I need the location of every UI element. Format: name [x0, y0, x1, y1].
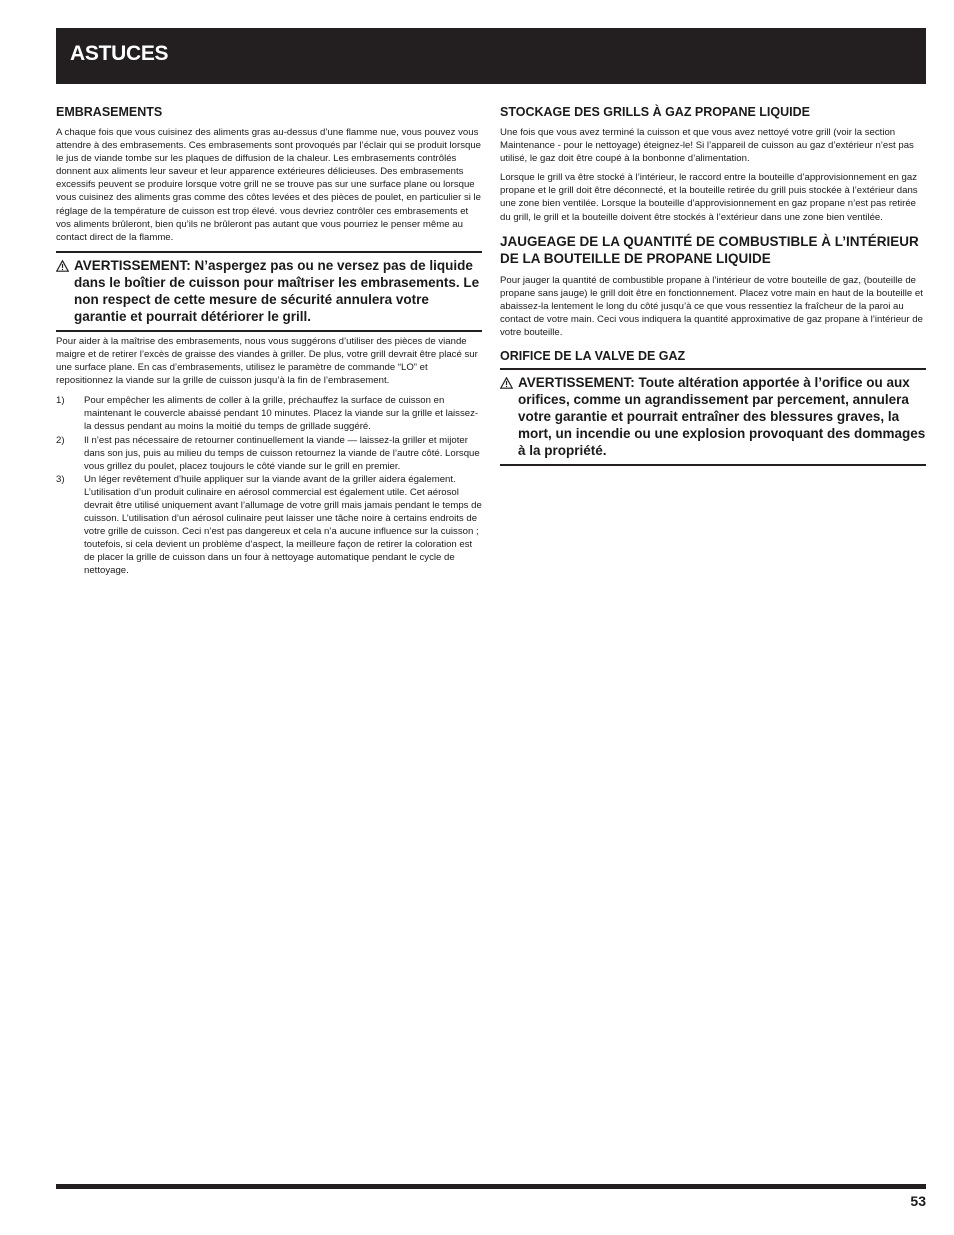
list-item-text: Il n’est pas nécessaire de retourner continuellement la viande — laissez-la griller et mijoter dans son jus, puis au milieu du temps de cuisson retournez la viande de l’autre côté. Lorsque vous grillez du poulet, placez toujours le côté viande sur le grill en premier. [84, 434, 480, 472]
list-item [56, 473, 482, 578]
section-title-embrasements: EMBRASEMENTS [56, 105, 163, 119]
footer-rule [56, 1184, 926, 1189]
section-title-jaugeage: JAUGEAGE DE LA QUANTITÉ DE COMBUSTIBLE À L’INTÉRIEUR DE LA BOUTEILLE DE PROPANE LIQUIDE [500, 233, 919, 266]
warning-box-embrasements [56, 251, 482, 332]
list-item-text: Pour empêcher les aliments de coller à la grille, préchauffez la surface de cuisson en maintenant le couvercle abaissé pendant 10 minutes. Placez la viande sur la grille et laissez-la dessus pendant au moins la moitié du temps de grillade suggéré. [84, 395, 479, 433]
warning-triangle-icon [500, 374, 518, 394]
warning-triangle-icon [56, 257, 74, 277]
page-title: ASTUCES [70, 42, 169, 65]
list-item [56, 434, 482, 473]
embrasements-paragraph: A chaque fois que vous cuisinez des aliments gras au-dessus d’une flamme nue, vous pouvez vous attendre à des embrasements. Ces embrasements sont provoqués par l’éclair qui se produit lorsque le jus de viande tombe sur les plaques de diffusion de la chaleur. Les embrasements contrôlés donnent aux aliments leur saveur et leur apparence extérieures délicieuses. Des embrasements excessifs peuvent se produire lorsque votre grill ne se trouve pas sur une surface plane ou lorsque vous cuisinez des aliments gras comme des côtes levées et des pièces de poulet, en particulier si le réglage de la température de cuisson est trop élevé. vous devriez contrôler ces embrasements et vos aliments brûleront, bien qu’ils ne brûleront pas autant que vous pourriez le penser même au contact direct de la flamme. [56, 127, 482, 243]
list-item-text: Un léger revêtement d’huile appliquer sur la viande avant de la griller aidera également. L’utilisation d’un produit culinaire en aérosol commercial est également utile. Cet aérosol devrait être utilisé uniquement avant l’allumage de votre grill mais jamais pendant le temps de cuisson. L’utilisation d’un aérosol culinaire peut laisser une tâche noire à certains endroits de votre grille de cuisson. Ceci n’est pas dangereux et cela n’a aucune influence sur la cuisson ; toutefois, si cela devient un problème d’aspect, la meilleure façon de retirer la coloration est de placer la grille de cuisson dans un four à nettoyage automatique pendant le cycle de nettoyage. [84, 473, 482, 577]
warning-box-orifice [500, 368, 926, 466]
header-bar [56, 28, 926, 84]
embrasements-control-paragraph: Pour aider à la maîtrise des embrasements, nous vous suggérons d’utiliser des pièces de viande maigre et de retirer l’excès de graisse des viandes à griller. De plus, votre grill devrait être placé sur une surface plane. En cas d’embrasements, utilisez le paramètre de commande “LO” et repositionnez la viande sur la grille de cuisson jusqu’à la fin de l’embrasement. [56, 335, 478, 387]
jaugeage-paragraph: Pour jauger la quantité de combustible propane à l’intérieur de votre bouteille de gaz, (bouteille de propane sans jauge) le grill doit être en fonctionnement. Placez votre main en haut de la bouteille et abaissez-la lentement le long du côté jusqu’à ce que vous ressentiez la fraîcheur de la paroi au contact de votre main. Ceci vous indiquera la quantité approximative de gaz propane à l’intérieur de votre bouteille. [500, 274, 923, 339]
list-item-number: 1) [56, 395, 65, 407]
tips-list [56, 394, 482, 577]
list-item [56, 394, 482, 433]
list-item-number: 2) [56, 434, 65, 446]
warning-text-embrasements: AVERTISSEMENT: N’aspergez pas ou ne versez pas de liquide dans le boîtier de cuisson pour maîtriser les embrasements. Le non respect de cette mesure de sécurité annulera votre garantie et pourrait détériorer le grill. [74, 257, 480, 324]
list-item-number: 3) [56, 473, 65, 485]
section-title-stockage: STOCKAGE DES GRILLS À GAZ PROPANE LIQUIDE [500, 105, 810, 119]
right-column [500, 104, 926, 466]
left-column [56, 104, 482, 578]
warning-text-orifice: AVERTISSEMENT: Toute altération apportée à l’orifice ou aux orifices, comme un agrandissement par percement, annulera votre garantie et pourrait entraîner des blessures graves, la mort, un incendie ou une explosion provoquant des dommages à la propriété. [518, 375, 926, 459]
page-number: 53 [910, 1193, 926, 1209]
stockage-paragraph-1: Une fois que vous avez terminé la cuisson et que vous avez nettoyé votre grill (voir la section Maintenance - pour le nettoyage) éteignez-le! Si l’appareil de cuisson au gaz d’extérieur n’est pas utilisé, le gaz doit être coupé à la bonbonne d’alimentation. [500, 127, 914, 165]
section-title-orifice: ORIFICE DE LA VALVE DE GAZ [500, 349, 686, 364]
stockage-paragraph-2: Lorsque le grill va être stocké à l’intérieur, le raccord entre la bouteille d’approvisionnement en gaz propane et le grill doit être déconnecté, et la bouteille retirée du grill puis stockée à l’extérieur dans une zone bien ventilée. Lorsque la bouteille d’approvisionnement en gaz propane n’est pas retirée du grill, le grill et la bouteille doivent être stockés à l’extérieur dans une zone bien ventilée. [500, 172, 918, 223]
